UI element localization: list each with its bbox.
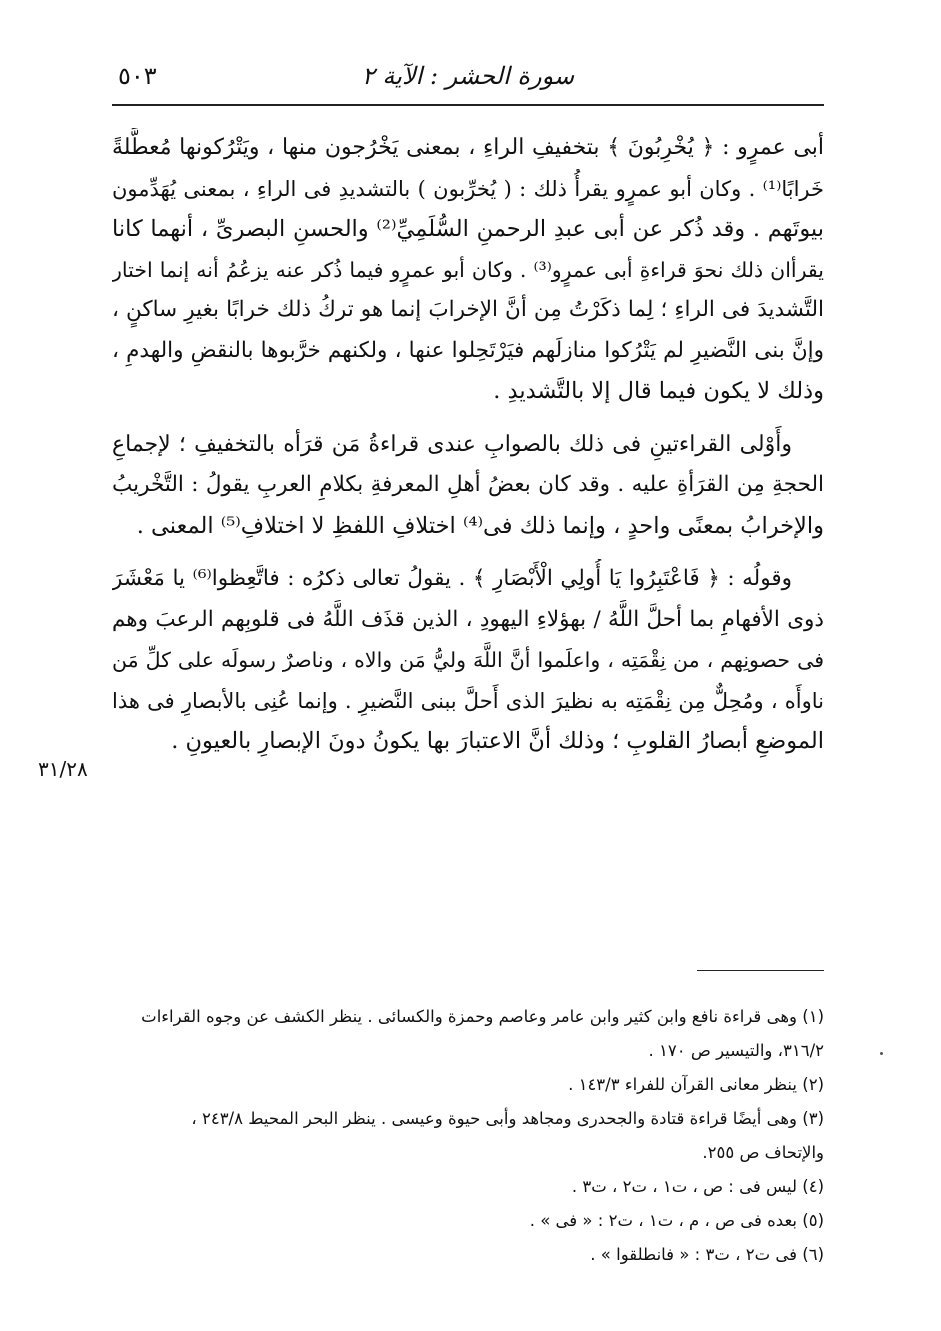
footnote-line: (٣) وهى أيضًا قراءة قتادة والجحدرى ومجاهد وأبى حيوة وعيسى . ينظر البحر المحيط ٢٤٣/٨ ، [191,1109,824,1128]
text-line: وذلك لا يكون فيما قال إلا بالتَّشديدِ . [493,378,824,404]
footnote-line: (٤) ليس فى : ص ، ت١ ، ت٢ ، ت٣ . [571,1177,824,1196]
text-line: التَّشديدَ فى الراءِ ؛ لِما ذكَرْتُ مِن أنَّ الإخرابَ إنما هو تركُ ذلك خرابًا بغيرِ ساكنٍ ، [112,297,824,322]
margin-volume-page-reference: ٣١/٢٨ [38,757,88,781]
text-line: والإخرابُ بمعنًى واحدٍ ، وإنما ذلك فى⁽⁴⁾ اختلافِ اللفظِ لا اختلافِ⁽⁵⁾ المعنى . [136,512,824,539]
text-line: يقرأان ذلك نحوَ قراءةِ أبى عمرٍو⁽³⁾ . وكان أبو عمرٍو فيما ذُكر عنه يزعُمُ أنه إنما اختار [112,257,824,282]
page-number: ٥٠٣ [118,62,157,90]
page-header [112,54,824,106]
text-line: فى حصونِهم ، من نِقْمَتِه ، واعلَموا أنَّ اللَّهَ وليُّ مَن والاه ، وناصرٌ رسولَه على كلِّ مَن [112,648,824,672]
paragraph [112,559,824,762]
footnote-line: (١) وهى قراءة نافع وابن كثير وابن عامر وعاصم وحمزة والكسائى . ينظر الكشف عن وجوه القراءات [141,1007,824,1026]
scan-speck [880,1052,883,1055]
footnote-line: (٢) ينظر معانى القرآن للفراء ١٤٣/٣ . [568,1075,824,1094]
footnote-separator [697,970,824,971]
footnotes [112,1000,824,1272]
text-line: وإنَّ بنى النَّضيرِ لم يَتْرُكوا منازلَهم فيَرْتَحِلوا عنها ، ولكنهم خرَّبوها بالنقضِ والهدمِ ، [112,337,824,363]
main-text [112,128,824,762]
running-title: سورة الحشر : الآية ٢ [361,62,575,90]
footnote-line: والإتحاف ص ٢٥٥. [702,1143,824,1162]
paragraph [112,425,824,547]
footnote-line: (٦) فى ت٢ ، ت٣ : « فانطلقوا » . [590,1245,824,1264]
text-line: بيوتَهم . وقد ذُكر عن أبى عبدِ الرحمنِ السُّلَمِيِّ⁽²⁾ والحسنِ البصرىِّ ، أنهما كانا [112,216,824,242]
footnote-line: (٥) بعده فى ص ، م ، ت١ ، ت٢ : « فى » . [529,1211,824,1230]
text-line: أبى عمرٍو : ﴿ يُخْرِبُونَ ﴾ بتخفيفِ الراءِ ، بمعنى يَخْرُجون منها ، ويَتْرُكونها مُعطَّلةً [112,135,824,160]
paragraph [112,128,824,412]
footnote-line: ٣١٦/٢، والتيسير ص ١٧٠ . [648,1041,824,1060]
text-line: ناوأَه ، ومُحِلٌّ مِن نِقْمَتِه به نظيرَ الذى أَحلَّ ببنى النَّضيرِ . وإنما عُنِى بالأبصارِ فى هذا [112,688,824,713]
text-line: وقولُه : ﴿ فَاعْتَبِرُوا يَا أُولِي الْأَبْصَارِ ﴾ . يقولُ تعالى ذكرُه : فاتَّعِظوا⁽⁶⁾ يا مَعْشَرَ [112,566,792,591]
text-line: ذوى الأفهامِ بما أحلَّ اللَّهُ / بهؤلاءِ اليهودِ ، الذين قذَف اللَّهُ فى قلوبِهم الرعبَ وهم [112,606,824,632]
text-line: الحجةِ مِن القرَأةِ عليه . وقد كان بعضُ أهلِ المعرفةِ بكلامِ العربِ يقولُ : التَّخْريبُ [112,472,824,497]
text-line: وأَوْلى القراءتينِ فى ذلك بالصوابِ عندى قراءةُ مَن قرَأه بالتخفيفِ ؛ لإجماعِ [112,431,792,457]
text-line: الموضعِ أبصارُ القلوبِ ؛ وذلك أنَّ الاعتبارَ بها يكونُ دونَ الإبصارِ بالعيونِ . [171,728,824,754]
text-line: خَرابًا⁽¹⁾ . وكان أبو عمرٍو يقرأُ ذلك : ( يُخرِّبون ) بالتشديدِ فى الراءِ ، بمعنى يُهَدِّمون [112,176,824,201]
